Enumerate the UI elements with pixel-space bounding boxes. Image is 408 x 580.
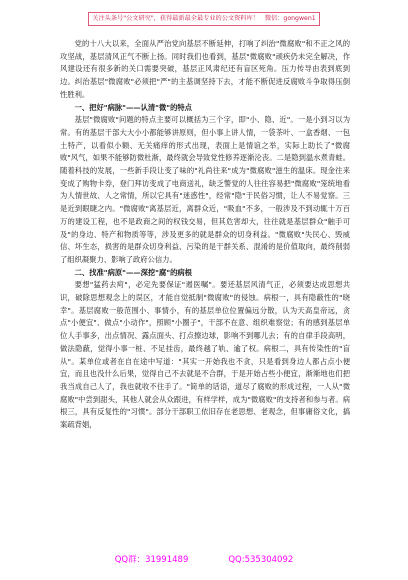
section-heading-1: 一、把好"病脉"——认清"微"的特点 [74,102,192,112]
intro-paragraph: 党的十八大以来，全面从严治党向基层不断延伸，打响了纠治"微腐败"和不正之风的攻坚战，基层清风正气不断上扬。同时我们也看到，基层"微腐败"顽疾仍未完全解决，作风建设还有很多新的关口需要突破，基层正风肃纪还有盲区死角。压力传导由表到底到边。纠治基层"微腐败"必须把"严"的主基调坚持下去，才能不断促进反腐败斗争取得压倒性胜利。 [60,39,350,99]
section-heading-2: 二、找准"病原"——深挖"腐"的病根 [74,267,192,277]
section-2-paragraph: 要想"猛药去疴"，必定先要保证"遏医嘱"。要还基层风清气正，必须要达成思想共识，破除思想观念上的误区，才能自觉抵制"微腐败"的侵蚀。病根一，具有隐蔽性的"晓幸"。基层腐败一般范围小、事情小，有的基层单位位置偏远分散，认为天高皇帝远，贪点"小便宜"、做点"小动作"，照顾"小圈子"，干部不在意、组织难察觉；有的感到基层单位人手事多，出点情况、露点面头、打点擦边球，影响不到哪儿去；有的自律手段高明，做法隐蔽，觉得小事一桩、不足挂齿，最终越了轨、逾了权。病根二，具有传染性的"盲从"。某单位或者在自在途中写道："其实一开始我也不贪，只是看到身边人都占点小便宜，而且也没什么后果，觉得自己不去就是不合群，于是开始占些小便宜，渐渐地也们把我当成自己人了，我也就收不住手了。"简单的话语，道尽了腐败的形成过程，一人从"微腐败"中尝到甜头，其他人就会从众跟进，有样学样，成为"微腐败"的支持者和参与者。病根三，具有反复性的"习惯"。部分干部职工依旧存在老思想、老观念，但事庸俗文化，搞案疏背娼， [60,280,350,430]
footer-qq-group: QQ群：31991489 [114,555,189,565]
banner-wechat-text: 微信：gongwen1 [264,15,316,22]
header-banner [88,12,320,26]
section-1-paragraph: 基层"微腐败"问题的特点主要可以概括为三个字，即"小、隐、近"。一是小到习以为常。有的基层干部大大小小都能够讲原则，但小事上讲人情，一袋茶叶、一盒香烟、一包土特产，以看似小额、无关痛痒的形式出现，表面上是情谊之举，实际上助长了"微腐败"风气，如果不能够防微杜渐，最终就会导致党性修养逐渐沦丧。二是隐到温水煮青蛙。随着科技的发展，一些新手段让变了味的"礼尚往来"成为"微腐败"滋生的温床。现金往来变成了购物卡券，登门拜访变成了电商送礼，缺乏警觉的人往往容易把"微腐败"笼统地看为人情世故、人之常情，所以它具有"迷惑性"，经常"隐"于民俗习惯，让人不易觉察。三是近到眼睫之内。"微腐败"离基层近，离群众近，"吸血"不多，一般涉及不到动辄十万百万的建设工程，也不是政商之间的权钱交易，但其危害却大，往往就是基层群众"触手可及"的身边、特产和物质等等，涉及更多的就是群众的切身利益。"微腐败"失民心、毁威信、坏生态，损害的是群众切身利益、污染的是干群关系、混淆的是价值取向，最终削弱了组织凝聚力、影响了政府公信力。 [60,115,350,264]
document-body [60,38,350,432]
footer-contact [0,553,408,567]
footer-qq: QQ:535304092 [228,555,294,565]
banner-promo-text: 关注头条号"公文研究"，获得最新最全最专业的公文资料库！ [92,15,259,22]
